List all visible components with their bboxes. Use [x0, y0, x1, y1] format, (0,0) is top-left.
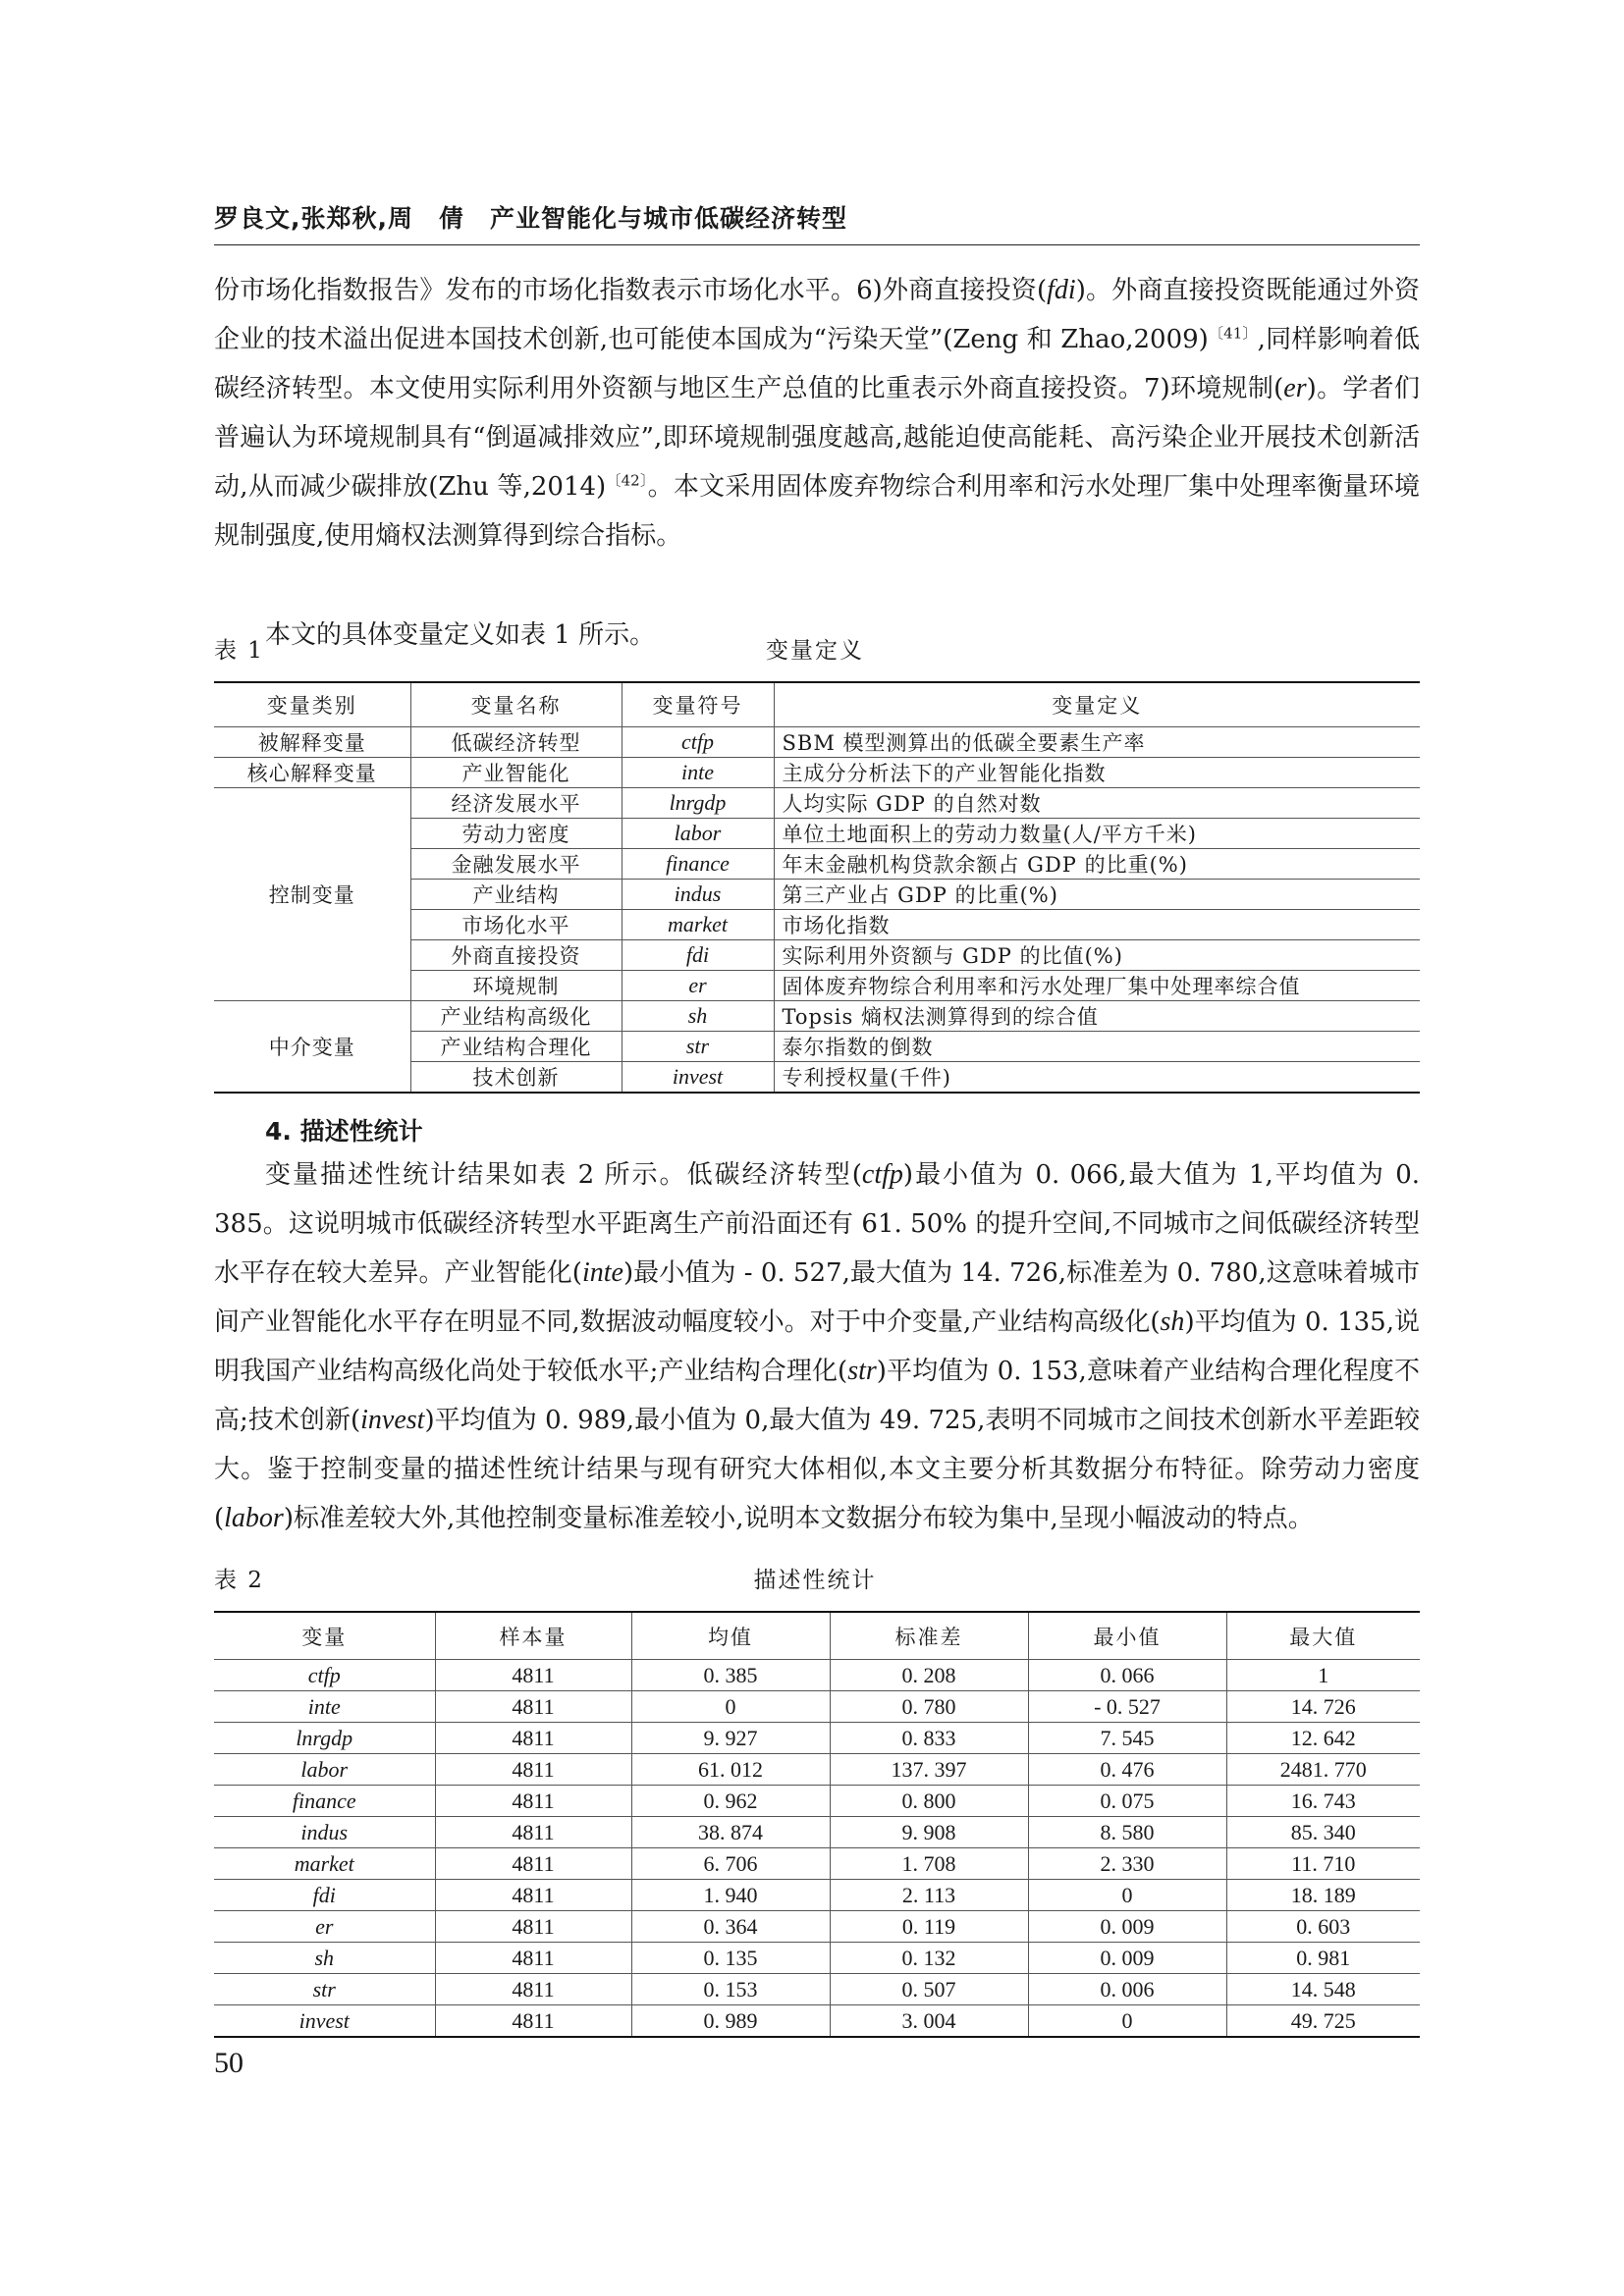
value-cell: 0. 208 — [830, 1660, 1028, 1691]
definition-cell: Topsis 熵权法测算得到的综合值 — [774, 1001, 1420, 1032]
table-header-row — [214, 1612, 1420, 1660]
value-cell: 0. 066 — [1028, 1660, 1226, 1691]
table-row — [214, 1723, 1420, 1754]
table-row — [214, 1001, 1420, 1032]
page-number: 50 — [214, 2047, 244, 2079]
value-cell: 4811 — [435, 1943, 631, 1974]
value-cell: 4811 — [435, 1880, 631, 1911]
symbol-cell — [622, 940, 774, 971]
column-header: 变量符号 — [622, 682, 774, 727]
column-header: 标准差 — [830, 1612, 1028, 1660]
variable-cell: labor — [214, 1754, 435, 1786]
value-cell: 4811 — [435, 1723, 631, 1754]
value-cell: 2. 113 — [830, 1880, 1028, 1911]
symbol-cell — [622, 910, 774, 940]
variable-symbol: invest — [360, 1405, 425, 1435]
value-cell: 0. 507 — [830, 1974, 1028, 2005]
table-row — [214, 788, 1420, 819]
value-cell: 4811 — [435, 1786, 631, 1817]
value-cell: 2. 330 — [1028, 1848, 1226, 1880]
name-cell: 劳动力密度 — [410, 819, 622, 849]
column-header: 最大值 — [1226, 1612, 1420, 1660]
table-row — [214, 1660, 1420, 1691]
table-row — [214, 1817, 1420, 1848]
table1-label: 表 1 — [214, 638, 264, 664]
variable-symbol: inte — [681, 760, 714, 784]
value-cell: 0. 981 — [1226, 1943, 1420, 1974]
variable-symbol: market — [667, 912, 729, 936]
name-cell: 金融发展水平 — [410, 849, 622, 880]
table-row — [214, 1786, 1420, 1817]
variable-cell: er — [214, 1911, 435, 1943]
name-cell: 产业结构高级化 — [410, 1001, 622, 1032]
value-cell: 0. 153 — [631, 1974, 830, 2005]
text-run: )平均值为 0. 989,最小值为 0,最大值为 49. 725,表明不同城市之间技术创新水平差距较大。鉴于控制变量的描述性统计结果与现有研究大体相似,本文主要分析其数据分布特征。除劳动力密度( — [214, 1406, 1420, 1533]
value-cell: 14. 548 — [1226, 1974, 1420, 2005]
variable-cell: lnrgdp — [214, 1723, 435, 1754]
value-cell: 1 — [1226, 1660, 1420, 1691]
citation-ref[interactable]: 〔42〕 — [606, 471, 648, 490]
symbol-cell — [622, 819, 774, 849]
value-cell: 0. 800 — [830, 1786, 1028, 1817]
header-rule — [214, 244, 1420, 245]
column-header: 最小值 — [1028, 1612, 1226, 1660]
table-row — [214, 1848, 1420, 1880]
value-cell: 4811 — [435, 1974, 631, 2005]
text-run: 变量描述性统计结果如表 2 所示。低碳经济转型( — [265, 1160, 862, 1190]
value-cell: 9. 908 — [830, 1817, 1028, 1848]
name-cell: 经济发展水平 — [410, 788, 622, 819]
value-cell: 12. 642 — [1226, 1723, 1420, 1754]
symbol-cell — [622, 971, 774, 1001]
value-cell: 1. 940 — [631, 1880, 830, 1911]
value-cell: 0. 962 — [631, 1786, 830, 1817]
symbol-cell — [622, 880, 774, 910]
value-cell: 0. 989 — [631, 2005, 830, 2038]
value-cell: 2481. 770 — [1226, 1754, 1420, 1786]
variable-cell: ctfp — [214, 1660, 435, 1691]
table-row — [214, 1754, 1420, 1786]
column-header: 均值 — [631, 1612, 830, 1660]
value-cell: 0. 009 — [1028, 1943, 1226, 1974]
value-cell: 0. 364 — [631, 1911, 830, 1943]
column-header: 样本量 — [435, 1612, 631, 1660]
variable-symbol: fdi — [685, 942, 710, 967]
value-cell: 0. 833 — [830, 1723, 1028, 1754]
variable-symbol: invest — [672, 1064, 724, 1089]
definition-cell: 实际利用外资额与 GDP 的比值(%) — [774, 940, 1420, 971]
table-body — [214, 1660, 1420, 2038]
table-row — [214, 1974, 1420, 2005]
column-header: 变量类别 — [214, 682, 410, 727]
descriptive-statistics-table — [214, 1611, 1420, 2038]
value-cell: 4811 — [435, 1691, 631, 1723]
paragraph-2: 本文的具体变量定义如表 1 所示。 — [265, 620, 656, 650]
category-cell: 被解释变量 — [214, 727, 410, 758]
value-cell: 137. 397 — [830, 1754, 1028, 1786]
variable-symbol: labor — [674, 821, 722, 845]
variable-symbol: finance — [666, 851, 730, 876]
table-row — [214, 1691, 1420, 1723]
value-cell: 0. 006 — [1028, 1974, 1226, 2005]
running-head: 罗良文,张郑秋,周 倩 产业智能化与城市低碳经济转型 — [214, 204, 847, 233]
definition-cell: 固体废弃物综合利用率和污水处理厂集中处理率综合值 — [774, 971, 1420, 1001]
value-cell: 4811 — [435, 2005, 631, 2038]
text-run: )平均值为 0. 153,意味着产业结构合理化程度不高;技术创新( — [214, 1357, 1421, 1435]
value-cell: 4811 — [435, 1848, 631, 1880]
definition-cell: 泰尔指数的倒数 — [774, 1032, 1420, 1062]
variable-cell: sh — [214, 1943, 435, 1974]
name-cell: 市场化水平 — [410, 910, 622, 940]
text-run: 。本文采用固体废弃物综合利用率和污水处理厂集中处理率衡量环境规制强度,使用熵权法测算得到综合指标。 — [214, 472, 1420, 551]
table-row — [214, 758, 1420, 788]
variable-definition-table — [214, 681, 1420, 1094]
value-cell: 4811 — [435, 1911, 631, 1943]
table-row — [214, 1911, 1420, 1943]
name-cell: 外商直接投资 — [410, 940, 622, 971]
table-row — [214, 727, 1420, 758]
variable-cell: fdi — [214, 1880, 435, 1911]
text-run: )。外商直接投资既能通过外资企业的技术溢出促进本国技术创新,也可能使本国成为“污染天堂”(Zeng 和 Zhao,2009) — [214, 276, 1420, 354]
variable-symbol: er — [688, 973, 707, 997]
value-cell: 4811 — [435, 1817, 631, 1848]
table-row — [214, 2005, 1420, 2038]
table2-label: 表 2 — [214, 1568, 264, 1593]
table2-title: 描述性统计 — [753, 1568, 877, 1593]
table1-title: 变量定义 — [766, 638, 864, 664]
value-cell: 1. 708 — [830, 1848, 1028, 1880]
variable-cell: str — [214, 1974, 435, 2005]
variable-cell: indus — [214, 1817, 435, 1848]
definition-cell: 年末金融机构贷款余额占 GDP 的比重(%) — [774, 849, 1420, 880]
paragraph-1 — [214, 266, 1420, 561]
table-row — [214, 1880, 1420, 1911]
variable-symbol: labor — [224, 1503, 284, 1533]
definition-cell: 专利授权量(千件) — [774, 1062, 1420, 1094]
value-cell: 11. 710 — [1226, 1848, 1420, 1880]
value-cell: 18. 189 — [1226, 1880, 1420, 1911]
value-cell: 61. 012 — [631, 1754, 830, 1786]
category-cell: 核心解释变量 — [214, 758, 410, 788]
value-cell: 0. 132 — [830, 1943, 1028, 1974]
text-run: )最小值为 0. 066,最大值为 1,平均值为 0. 385。这说明城市低碳经济转型水平距离生产前沿面还有 61. 50% 的提升空间,不同城市之间低碳经济转型水平存在较大差异。产业智能化( — [214, 1160, 1421, 1288]
value-cell: 85. 340 — [1226, 1817, 1420, 1848]
value-cell: 0. 385 — [631, 1660, 830, 1691]
value-cell: 0. 603 — [1226, 1911, 1420, 1943]
name-cell: 低碳经济转型 — [410, 727, 622, 758]
symbol-cell — [622, 727, 774, 758]
definition-cell: SBM 模型测算出的低碳全要素生产率 — [774, 727, 1420, 758]
name-cell: 产业结构 — [410, 880, 622, 910]
symbol-cell — [622, 1001, 774, 1032]
variable-cell: market — [214, 1848, 435, 1880]
column-header: 变量定义 — [774, 682, 1420, 727]
value-cell: 14. 726 — [1226, 1691, 1420, 1723]
variable-symbol: str — [685, 1034, 710, 1058]
name-cell: 环境规制 — [410, 971, 622, 1001]
name-cell: 技术创新 — [410, 1062, 622, 1094]
name-cell: 产业结构合理化 — [410, 1032, 622, 1062]
value-cell: 7. 545 — [1028, 1723, 1226, 1754]
paragraph-3 — [214, 1150, 1420, 1543]
value-cell: 8. 580 — [1028, 1817, 1226, 1848]
symbol-cell — [622, 1032, 774, 1062]
variable-symbol: ctfp — [681, 729, 714, 754]
value-cell: 4811 — [435, 1660, 631, 1691]
value-cell: 38. 874 — [631, 1817, 830, 1848]
value-cell: 0 — [631, 1691, 830, 1723]
definition-cell: 第三产业占 GDP 的比重(%) — [774, 880, 1420, 910]
symbol-cell — [622, 788, 774, 819]
variable-symbol: sh — [687, 1003, 708, 1028]
definition-cell: 单位土地面积上的劳动力数量(人/平方千米) — [774, 819, 1420, 849]
value-cell: 0. 075 — [1028, 1786, 1226, 1817]
value-cell: 0. 135 — [631, 1943, 830, 1974]
name-cell: 产业智能化 — [410, 758, 622, 788]
text-run: 份市场化指数报告》发布的市场化指数表示市场化水平。6)外商直接投资( — [214, 276, 1048, 305]
value-cell: 4811 — [435, 1754, 631, 1786]
value-cell: 6. 706 — [631, 1848, 830, 1880]
text-run: )。学者们普遍认为环境规制具有“倒逼减排效应”,即环境规制强度越高,越能迫使高能耗、高污染企业开展技术创新活动,从而减少碳排放(Zhu 等,2014) — [214, 374, 1420, 502]
table-header-row — [214, 682, 1420, 727]
value-cell: 0. 009 — [1028, 1911, 1226, 1943]
category-cell: 控制变量 — [214, 788, 410, 1001]
variable-symbol: indus — [674, 881, 722, 906]
value-cell: 0 — [1028, 1880, 1226, 1911]
value-cell: 0 — [1028, 2005, 1226, 2038]
value-cell: 16. 743 — [1226, 1786, 1420, 1817]
symbol-cell — [622, 758, 774, 788]
variable-symbol: str — [847, 1356, 877, 1386]
variable-cell: invest — [214, 2005, 435, 2038]
symbol-cell — [622, 1062, 774, 1094]
value-cell: 0. 476 — [1028, 1754, 1226, 1786]
variable-symbol: er — [1283, 373, 1307, 403]
value-cell: 49. 725 — [1226, 2005, 1420, 2038]
variable-symbol: lnrgdp — [669, 790, 727, 815]
variable-symbol: inte — [581, 1257, 623, 1288]
definition-cell: 人均实际 GDP 的自然对数 — [774, 788, 1420, 819]
definition-cell: 市场化指数 — [774, 910, 1420, 940]
citation-ref[interactable]: 〔41〕 — [1208, 324, 1258, 343]
category-cell: 中介变量 — [214, 1001, 410, 1094]
text-run: )平均值为 0. 135,说明我国产业结构高级化尚处于较低水平;产业结构合理化( — [214, 1308, 1420, 1386]
value-cell: 3. 004 — [830, 2005, 1028, 2038]
column-header: 变量名称 — [410, 682, 622, 727]
text-run: ,同样影响着低碳经济转型。本文使用实际利用外资额与地区生产总值的比重表示外商直接投资。7)环境规制( — [214, 325, 1420, 403]
variable-symbol: sh — [1160, 1307, 1185, 1337]
value-cell: 9. 927 — [631, 1723, 830, 1754]
section-heading: 4. 描述性统计 — [265, 1117, 423, 1146]
column-header: 变量 — [214, 1612, 435, 1660]
table-row — [214, 1943, 1420, 1974]
text-run: )标准差较大外,其他控制变量标准差较小,说明本文数据分布较为集中,呈现小幅波动的特点。 — [283, 1504, 1314, 1533]
value-cell: 0. 119 — [830, 1911, 1028, 1943]
value-cell: 0. 780 — [830, 1691, 1028, 1723]
value-cell: - 0. 527 — [1028, 1691, 1226, 1723]
variable-symbol: fdi — [1047, 275, 1076, 305]
definition-cell: 主成分分析法下的产业智能化指数 — [774, 758, 1420, 788]
text-run: )最小值为 - 0. 527,最大值为 14. 726,标准差为 0. 780,这意味着城市间产业智能化水平存在明显不同,数据波动幅度较小。对于中介变量,产业结构高级化( — [214, 1258, 1420, 1337]
variable-cell: inte — [214, 1691, 435, 1723]
variable-cell: finance — [214, 1786, 435, 1817]
symbol-cell — [622, 849, 774, 880]
variable-symbol: ctfp — [861, 1159, 903, 1190]
